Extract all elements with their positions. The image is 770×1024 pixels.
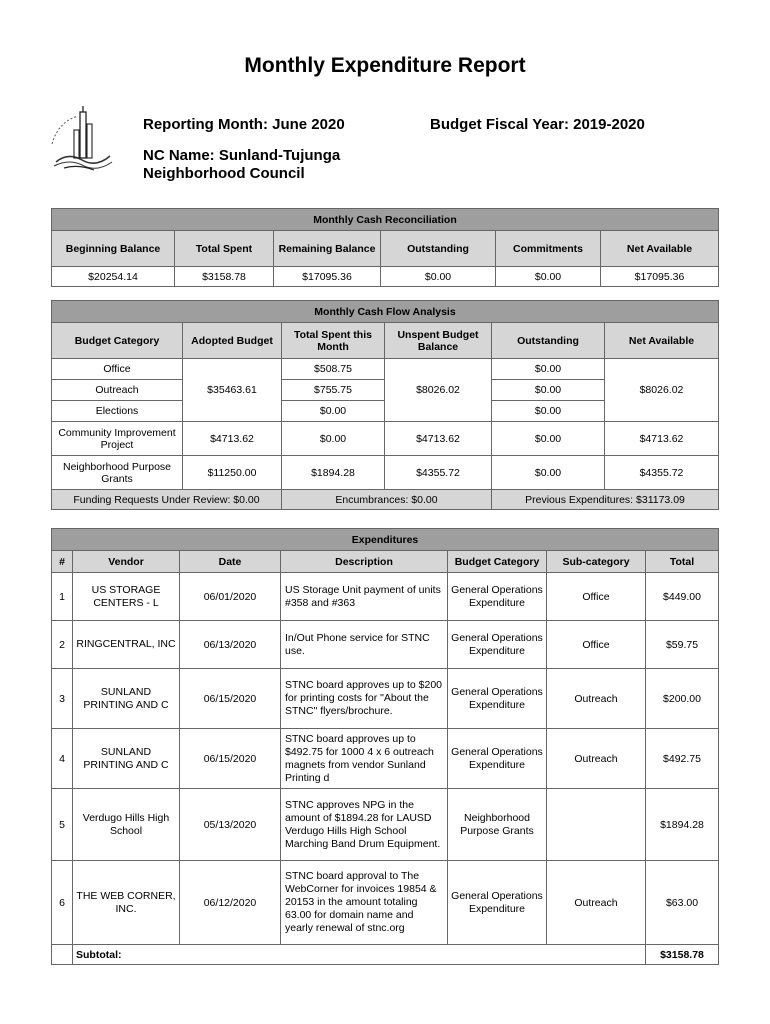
date: 06/15/2020 [180, 729, 281, 789]
section-title: Expenditures [52, 529, 719, 551]
commitments: $0.00 [496, 267, 601, 287]
net-available: $8026.02 [605, 359, 719, 422]
column-header: Date [180, 551, 281, 573]
row-number: 6 [52, 861, 73, 945]
column-header: Net Available [605, 323, 719, 359]
column-header: # [52, 551, 73, 573]
total: $59.75 [646, 621, 719, 669]
outstanding: $0.00 [381, 267, 496, 287]
spent-this-month: $1894.28 [282, 456, 385, 490]
description: STNC approves NPG in the amount of $1894.28 for LAUSD Verdugo Hills High School Marching Band Drum Equipment. [281, 789, 448, 861]
beginning-balance: $20254.14 [52, 267, 175, 287]
outstanding: $0.00 [492, 359, 605, 380]
column-header: Budget Category [448, 551, 547, 573]
budget-category: General Operations Expenditure [448, 621, 547, 669]
column-header: Total Spent [175, 231, 274, 267]
cash-flow-table [51, 300, 719, 510]
section-title: Monthly Cash Reconciliation [52, 209, 719, 231]
column-header: Outstanding [492, 323, 605, 359]
vendor: SUNLAND PRINTING AND C [73, 729, 180, 789]
budget-category: Neighborhood Purpose Grants [52, 456, 183, 490]
sub-category: Outreach [547, 861, 646, 945]
date: 06/13/2020 [180, 621, 281, 669]
column-header: Vendor [73, 551, 180, 573]
outstanding: $0.00 [492, 456, 605, 490]
council-logo-icon [48, 104, 118, 176]
reporting-month: Reporting Month: June 2020 [143, 116, 345, 133]
spent-this-month: $0.00 [282, 422, 385, 456]
sub-category [547, 789, 646, 861]
sub-category: Office [547, 621, 646, 669]
sub-category: Outreach [547, 669, 646, 729]
adopted-budget: $4713.62 [183, 422, 282, 456]
total: $63.00 [646, 861, 719, 945]
outstanding: $0.00 [492, 422, 605, 456]
date: 06/12/2020 [180, 861, 281, 945]
subtotal-label: Subtotal: [73, 945, 646, 965]
budget-category: Elections [52, 401, 183, 422]
net-available: $17095.36 [601, 267, 719, 287]
vendor: Verdugo Hills High School [73, 789, 180, 861]
budget-category: Community Improvement Project [52, 422, 183, 456]
cash-reconciliation-table [51, 208, 719, 287]
vendor: US STORAGE CENTERS - L [73, 573, 180, 621]
section-title: Monthly Cash Flow Analysis [52, 301, 719, 323]
column-header: Outstanding [381, 231, 496, 267]
sub-category: Office [547, 573, 646, 621]
total: $449.00 [646, 573, 719, 621]
description: STNC board approval to The WebCorner for invoices 19854 & 20153 in the amount totaling 63.00 for domain name and yearly renewal of stnc.org [281, 861, 448, 945]
description: In/Out Phone service for STNC use. [281, 621, 448, 669]
sub-category: Outreach [547, 729, 646, 789]
outstanding: $0.00 [492, 380, 605, 401]
budget-category: Outreach [52, 380, 183, 401]
spent-this-month: $0.00 [282, 401, 385, 422]
column-header: Net Available [601, 231, 719, 267]
remaining-balance: $17095.36 [274, 267, 381, 287]
budget-category: Office [52, 359, 183, 380]
column-header: Budget Category [52, 323, 183, 359]
date: 06/15/2020 [180, 669, 281, 729]
blank-cell [52, 945, 73, 965]
adopted-budget: $35463.61 [183, 359, 282, 422]
budget-category: General Operations Expenditure [448, 861, 547, 945]
column-header: Total Spent this Month [282, 323, 385, 359]
column-header: Adopted Budget [183, 323, 282, 359]
fiscal-year: Budget Fiscal Year: 2019-2020 [430, 116, 645, 133]
description: STNC board approves up to $200 for printing costs for "About the STNC" flyers/brochure. [281, 669, 448, 729]
column-header: Commitments [496, 231, 601, 267]
budget-category: General Operations Expenditure [448, 573, 547, 621]
row-number: 2 [52, 621, 73, 669]
unspent-balance: $8026.02 [385, 359, 492, 422]
row-number: 4 [52, 729, 73, 789]
budget-category: General Operations Expenditure [448, 729, 547, 789]
nc-name: NC Name: Sunland-Tujunga [143, 147, 341, 164]
budget-category: Neighborhood Purpose Grants [448, 789, 547, 861]
nc-name-cont: Neighborhood Council [143, 165, 305, 182]
total: $1894.28 [646, 789, 719, 861]
date: 05/13/2020 [180, 789, 281, 861]
column-header: Unspent Budget Balance [385, 323, 492, 359]
vendor: RINGCENTRAL, INC [73, 621, 180, 669]
net-available: $4355.72 [605, 456, 719, 490]
subtotal-value: $3158.78 [646, 945, 719, 965]
column-header: Beginning Balance [52, 231, 175, 267]
vendor: THE WEB CORNER, INC. [73, 861, 180, 945]
column-header: Remaining Balance [274, 231, 381, 267]
unspent-balance: $4355.72 [385, 456, 492, 490]
description: STNC board approves up to $492.75 for 1000 4 x 6 outreach magnets from vendor Sunland Printing d [281, 729, 448, 789]
outstanding: $0.00 [492, 401, 605, 422]
spent-this-month: $508.75 [282, 359, 385, 380]
column-header: Description [281, 551, 448, 573]
spent-this-month: $755.75 [282, 380, 385, 401]
total-spent: $3158.78 [175, 267, 274, 287]
row-number: 5 [52, 789, 73, 861]
report-title: Monthly Expenditure Report [244, 54, 526, 77]
vendor: SUNLAND PRINTING AND C [73, 669, 180, 729]
description: US Storage Unit payment of units #358 and #363 [281, 573, 448, 621]
row-number: 1 [52, 573, 73, 621]
adopted-budget: $11250.00 [183, 456, 282, 490]
net-available: $4713.62 [605, 422, 719, 456]
column-header: Sub-category [547, 551, 646, 573]
funding-requests: Funding Requests Under Review: $0.00 [52, 490, 282, 510]
unspent-balance: $4713.62 [385, 422, 492, 456]
total: $200.00 [646, 669, 719, 729]
encumbrances: Encumbrances: $0.00 [282, 490, 492, 510]
column-header: Total [646, 551, 719, 573]
budget-category: General Operations Expenditure [448, 669, 547, 729]
total: $492.75 [646, 729, 719, 789]
row-number: 3 [52, 669, 73, 729]
previous-expenditures: Previous Expenditures: $31173.09 [492, 490, 719, 510]
expenditures-table [51, 528, 719, 965]
date: 06/01/2020 [180, 573, 281, 621]
